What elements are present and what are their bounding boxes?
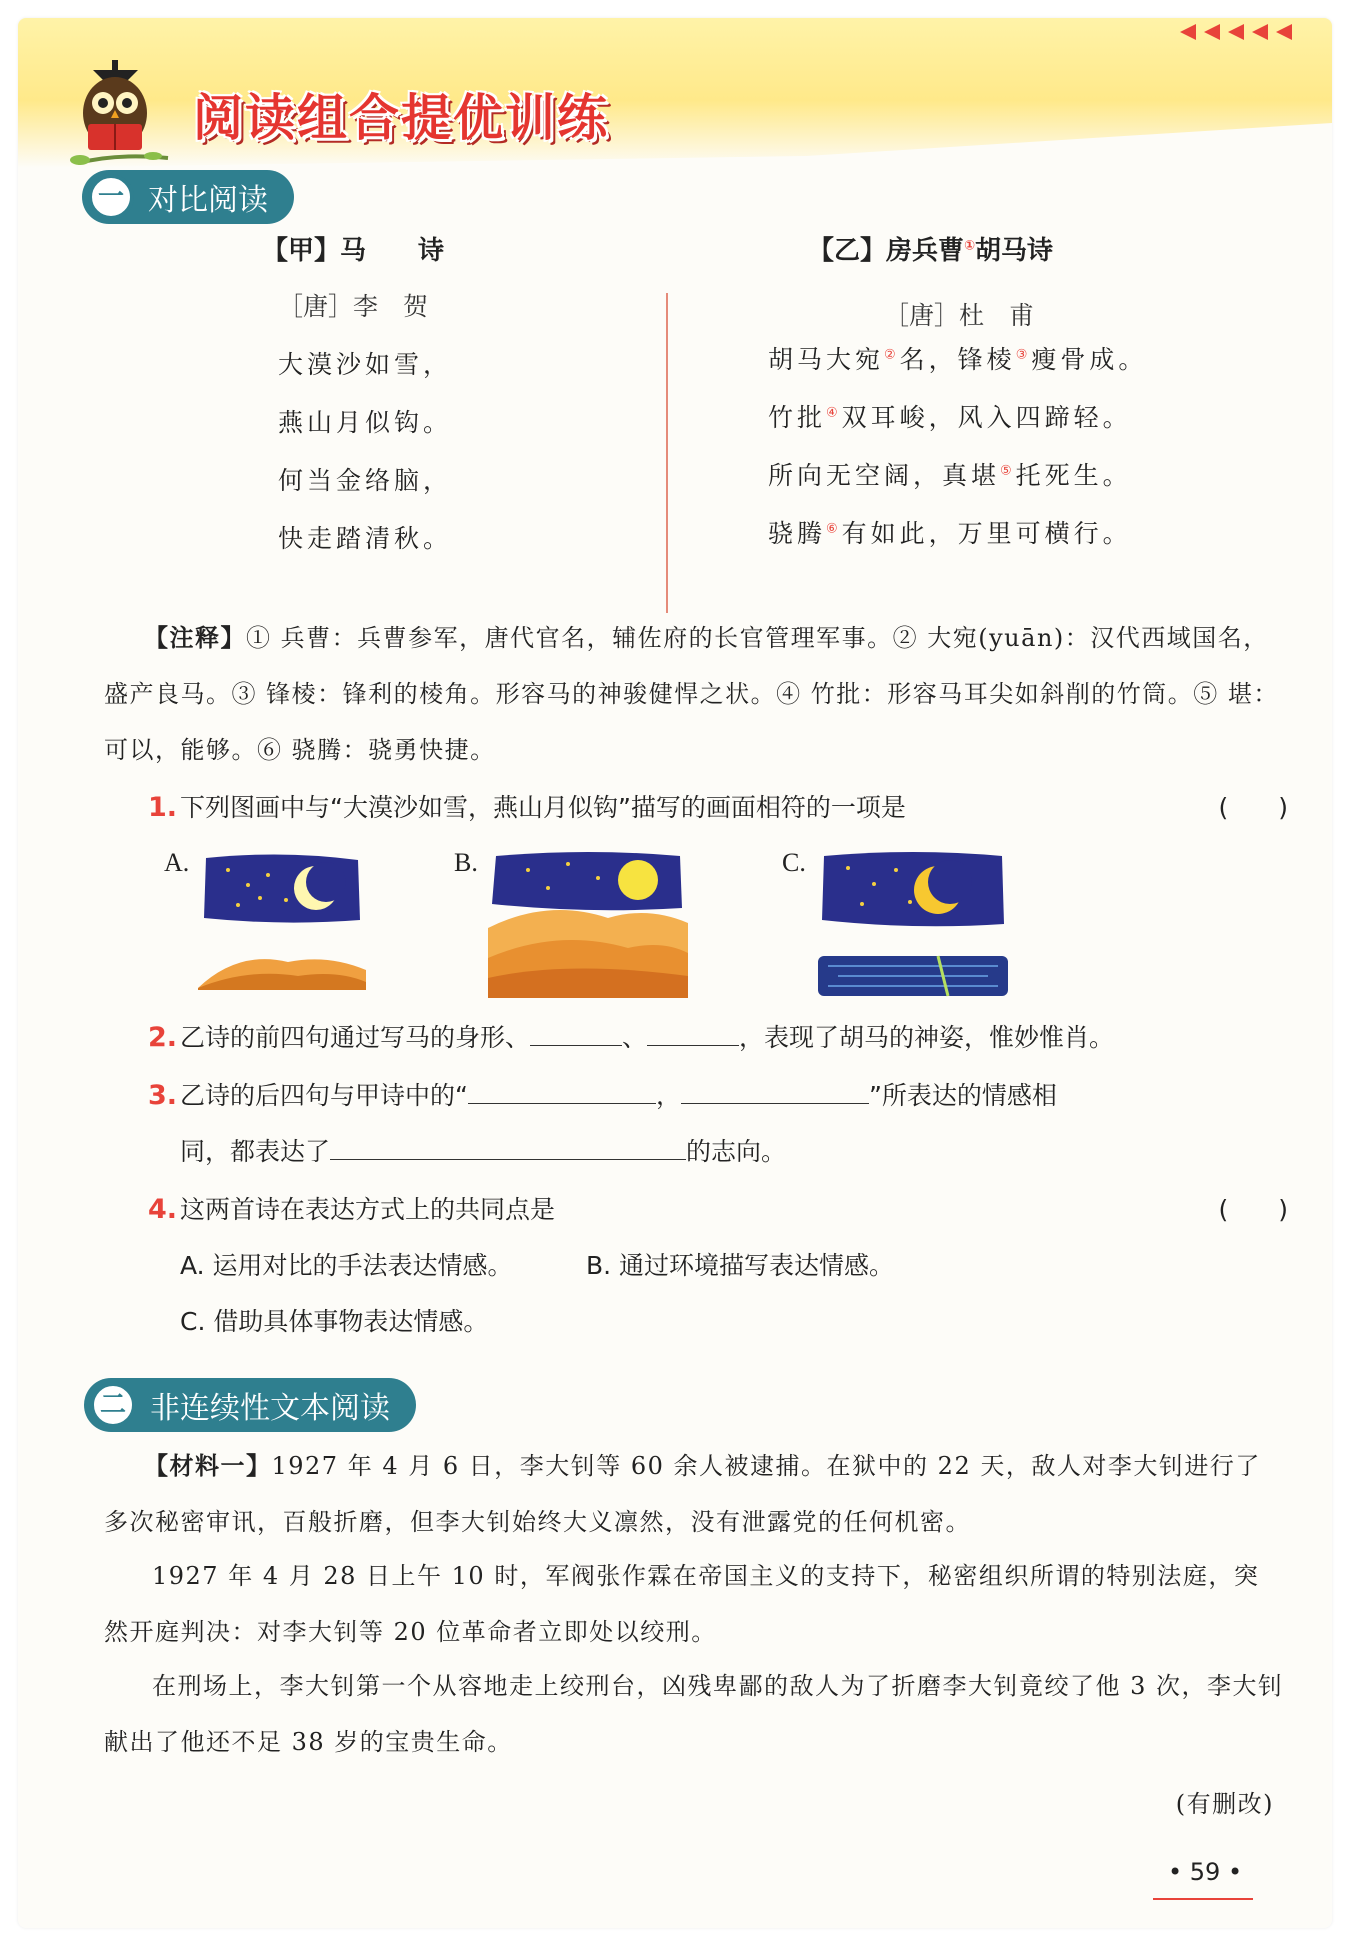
poem-a-line: 快走踏清秋。 (278, 524, 453, 553)
option-a-image[interactable] (198, 850, 368, 990)
answer-blank[interactable] (530, 1022, 622, 1046)
poem-b-line: 骁腾⑥有如此，万里可横行。 (768, 519, 1132, 548)
question-number: 2. (148, 1022, 178, 1053)
question-3 (148, 1076, 1288, 1112)
option-label-a[interactable]: A. (164, 848, 190, 877)
answer-paren[interactable]: ( ) (1218, 793, 1288, 822)
poem-divider (666, 293, 668, 613)
question-text: 、 (622, 1023, 648, 1052)
section-heading-2 (84, 1378, 416, 1432)
poem-a-author: ［唐］李 贺 (278, 292, 429, 321)
material-label: 【材料一】 (144, 1452, 272, 1480)
page (18, 18, 1332, 1928)
question-text: 下列图画中与“大漠沙如雪，燕山月似钩”描写的画面相符的一项是 (180, 793, 906, 822)
section-label: 非连续性文本阅读 (150, 1391, 390, 1426)
question-number: 1. (148, 792, 178, 823)
answer-blank[interactable] (647, 1022, 739, 1046)
notes-label: 【注释】 (144, 624, 246, 652)
question-number: 4. (148, 1194, 178, 1225)
section-number: 二 (90, 1382, 136, 1428)
question-4-option-b[interactable]: B. 通过环境描写表达情感。 (586, 1251, 895, 1280)
option-label-b[interactable]: B. (454, 848, 478, 877)
section-number: 一 (88, 174, 134, 220)
poem-b (808, 230, 1053, 267)
option-label-c[interactable]: C. (782, 848, 806, 877)
question-text: ， (655, 1081, 681, 1110)
material-1-paragraph-3: 在刑场上，李大钊第一个从容地走上绞刑台，凶残卑鄙的敌人为了折磨李大钊竟绞了他 3 次，李大钊献出了他还不足 38 岁的宝贵生命。 (104, 1672, 1284, 1756)
section-label: 对比阅读 (148, 183, 268, 218)
question-text: ”所表达的情感相 (868, 1081, 1057, 1110)
material-source-note: (有删改) (1175, 1790, 1274, 1818)
answer-blank[interactable] (681, 1080, 869, 1104)
question-4 (148, 1190, 1288, 1226)
poem-b-line: 所向无空阔，真堪⑤托死生。 (768, 461, 1132, 490)
page-title: 阅读组合提优训练 (193, 89, 609, 147)
poem-b-line: 胡马大宛②名，锋棱③瘦骨成。 (768, 345, 1148, 374)
poem-a-line: 大漠沙如雪， (278, 350, 453, 379)
poem-b-author: ［唐］杜 甫 (884, 301, 1035, 330)
section-heading-1 (82, 170, 294, 224)
question-text: 乙诗的后四句与甲诗中的“ (180, 1081, 468, 1110)
question-text: ，表现了胡马的神姿，惟妙惟肖。 (739, 1023, 1115, 1052)
option-b-image[interactable] (488, 848, 688, 998)
question-text: 乙诗的前四句通过写马的身形、 (180, 1023, 531, 1052)
page-number: • 59 • (1168, 1858, 1243, 1886)
answer-paren[interactable]: ( ) (1218, 1195, 1288, 1224)
material-1-paragraph-2: 1927 年 4 月 28 日上午 10 时，军阀张作霖在帝国主义的支持下，秘密组织所谓的特别法庭，突然开庭判决：对李大钊等 20 位革命者立即处以绞刑。 (104, 1562, 1260, 1646)
question-text: 同，都表达了 (180, 1137, 331, 1166)
notes-paragraph (104, 610, 1284, 778)
poem-b-title: 【乙】房兵曹①胡马诗 (808, 236, 1054, 266)
notes-text: ① 兵曹：兵曹参军，唐代官名，辅佐府的长官管理军事。② 大宛(yuān)：汉代西域国名，盛产良马。③ 锋棱：锋利的棱角。形容马的神骏健悍之状。④ 竹批：形容马耳尖如斜削的竹筒。⑤ 堪：可以，能够。⑥ 骁腾：骁勇快捷。 (104, 624, 1279, 764)
option-c-image[interactable] (818, 848, 1008, 998)
poem-a-line: 何当金络脑， (278, 466, 453, 495)
poem-a-title: 【甲】马 诗 (262, 236, 445, 266)
poem-a-line: 燕山月似钩。 (278, 408, 453, 437)
poem-b-line: 竹批④双耳峻，风入四蹄轻。 (768, 403, 1132, 432)
question-text: 的志向。 (686, 1137, 787, 1166)
poem-b-lines (768, 318, 1147, 550)
answer-blank[interactable] (468, 1080, 656, 1104)
material-1-paragraph-1: 【材料一】1927 年 4 月 6 日，李大钊等 60 余人被逮捕。在狱中的 22 天，敌人对李大钊进行了多次秘密审讯，百般折磨，但李大钊始终大义凛然，没有泄露党的任何机密。 (104, 1452, 1261, 1536)
question-number: 3. (148, 1080, 178, 1111)
question-2 (148, 1018, 1288, 1054)
page-number-underline (1153, 1898, 1253, 1900)
owl-mascot-icon (58, 58, 178, 178)
header-arrows-decoration (1180, 24, 1292, 40)
question-4-option-c[interactable]: C. 借助具体事物表达情感。 (180, 1307, 489, 1336)
question-1 (148, 788, 1288, 824)
question-4-option-a[interactable]: A. 运用对比的手法表达情感。 (180, 1251, 513, 1280)
answer-blank[interactable] (330, 1136, 686, 1160)
question-3-cont (180, 1132, 1320, 1168)
poem-a (262, 230, 452, 555)
question-text: 这两首诗在表达方式上的共同点是 (180, 1195, 556, 1224)
